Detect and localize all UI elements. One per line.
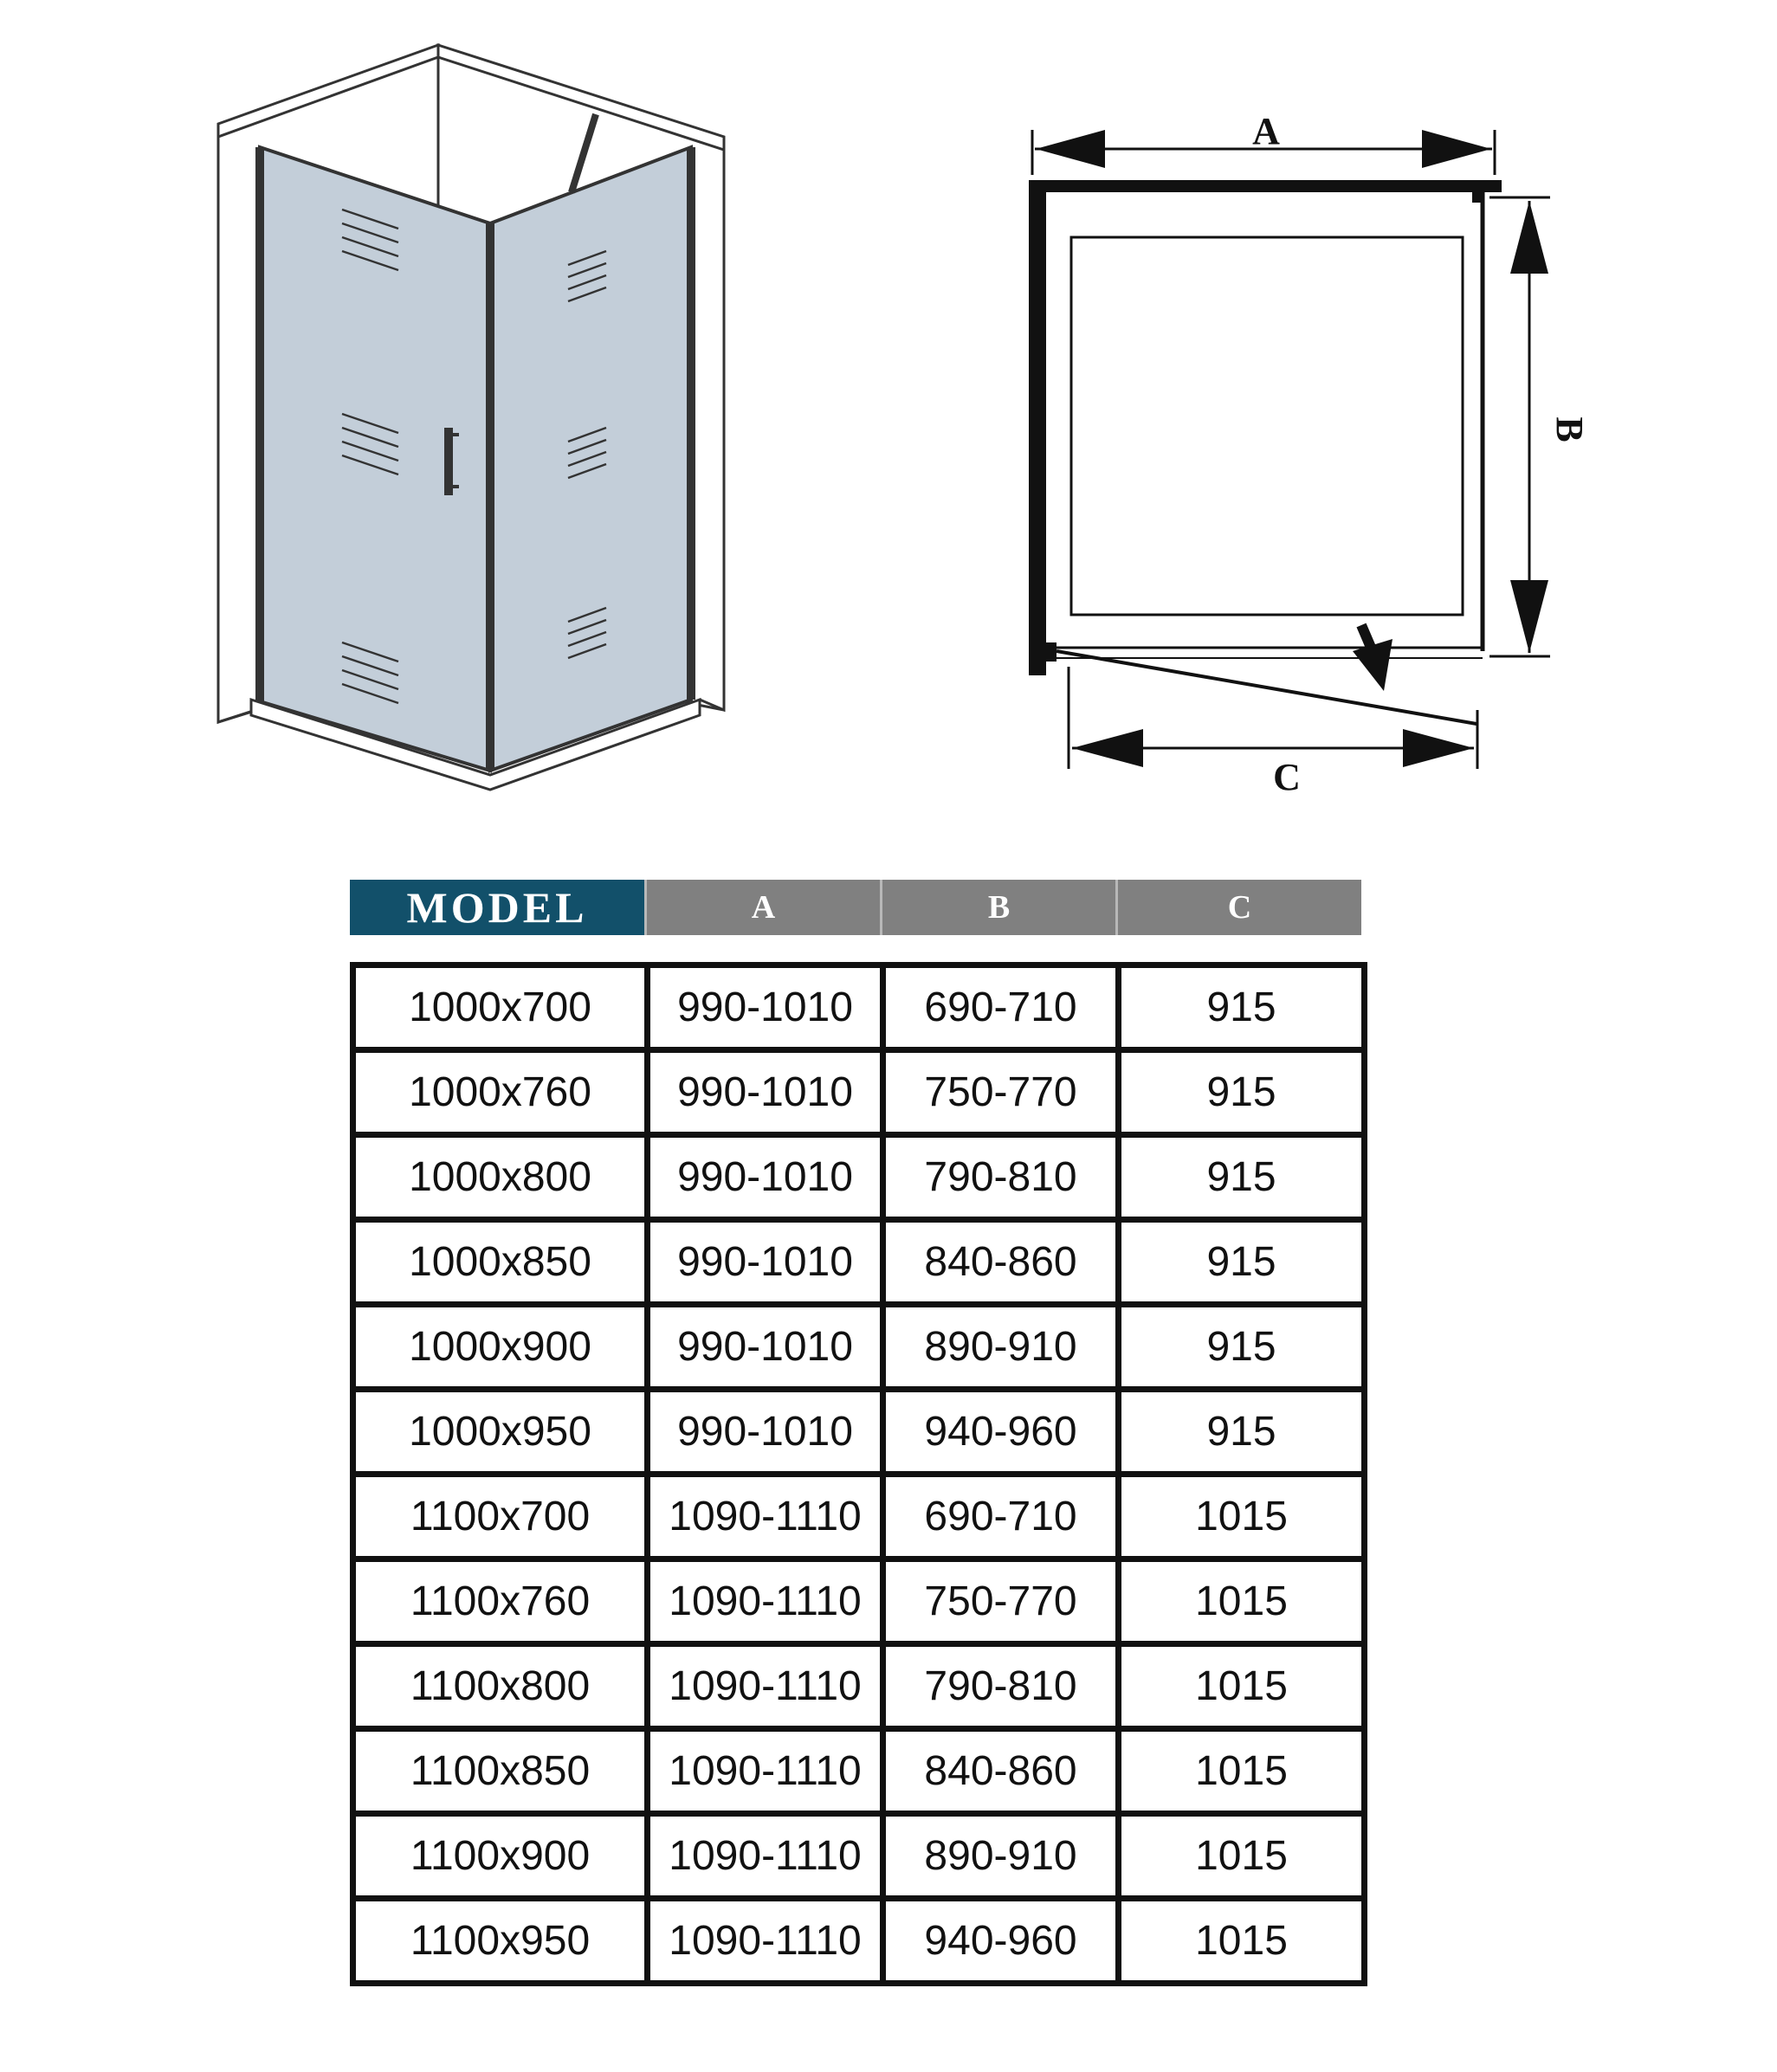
a-cell: 1090-1110 bbox=[648, 1729, 883, 1814]
c-cell: 1015 bbox=[1119, 1814, 1365, 1899]
a-cell: 1090-1110 bbox=[648, 1644, 883, 1729]
table-row bbox=[353, 1814, 1365, 1899]
c-cell: 1015 bbox=[1119, 1559, 1365, 1644]
model-cell: 1000x950 bbox=[353, 1390, 648, 1475]
model-cell: 1100x900 bbox=[353, 1814, 648, 1899]
a-cell: 990-1010 bbox=[648, 1220, 883, 1305]
dimension-c bbox=[1069, 667, 1477, 769]
top-view-dimension-diagram bbox=[1029, 110, 1591, 798]
dimension-label-a: A bbox=[1252, 110, 1280, 152]
c-cell: 1015 bbox=[1119, 1475, 1365, 1559]
table-row bbox=[353, 1050, 1365, 1135]
a-cell: 1090-1110 bbox=[648, 1814, 883, 1899]
b-cell: 790-810 bbox=[883, 1644, 1119, 1729]
model-cell: 1000x900 bbox=[353, 1305, 648, 1390]
c-cell: 1015 bbox=[1119, 1644, 1365, 1729]
model-dimensions-table bbox=[350, 962, 1367, 1986]
b-cell: 750-770 bbox=[883, 1559, 1119, 1644]
header-b: B bbox=[880, 880, 1115, 935]
dimension-label-b: B bbox=[1548, 416, 1591, 442]
glass-panel-left bbox=[260, 147, 490, 771]
model-cell: 1000x700 bbox=[353, 965, 648, 1050]
product-illustration bbox=[0, 0, 1777, 866]
model-cell: 1100x800 bbox=[353, 1644, 648, 1729]
b-cell: 890-910 bbox=[883, 1305, 1119, 1390]
b-cell: 690-710 bbox=[883, 965, 1119, 1050]
left-wall-plan bbox=[1029, 180, 1046, 675]
c-cell: 1015 bbox=[1119, 1729, 1365, 1814]
table-row bbox=[353, 1475, 1365, 1559]
b-cell: 840-860 bbox=[883, 1220, 1119, 1305]
c-cell: 915 bbox=[1119, 1220, 1365, 1305]
a-cell: 1090-1110 bbox=[648, 1559, 883, 1644]
b-cell: 790-810 bbox=[883, 1135, 1119, 1220]
table-row bbox=[353, 1305, 1365, 1390]
table-row bbox=[353, 1729, 1365, 1814]
c-cell: 915 bbox=[1119, 1135, 1365, 1220]
a-cell: 1090-1110 bbox=[648, 1899, 883, 1984]
door-swing-arrow bbox=[1353, 625, 1393, 691]
a-cell: 1090-1110 bbox=[648, 1475, 883, 1559]
model-cell: 1100x850 bbox=[353, 1729, 648, 1814]
model-cell: 1100x700 bbox=[353, 1475, 648, 1559]
back-wall bbox=[1029, 180, 1502, 192]
table-row bbox=[353, 1559, 1365, 1644]
table-row bbox=[353, 1899, 1365, 1984]
a-cell: 990-1010 bbox=[648, 1135, 883, 1220]
c-cell: 915 bbox=[1119, 965, 1365, 1050]
glass-panel-right bbox=[490, 147, 691, 771]
a-cell: 990-1010 bbox=[648, 965, 883, 1050]
a-cell: 990-1010 bbox=[648, 1305, 883, 1390]
b-cell: 940-960 bbox=[883, 1390, 1119, 1475]
b-cell: 690-710 bbox=[883, 1475, 1119, 1559]
table-header-bar bbox=[350, 880, 1361, 935]
header-model: MODEL bbox=[350, 880, 644, 935]
b-cell: 840-860 bbox=[883, 1729, 1119, 1814]
model-cell: 1100x950 bbox=[353, 1899, 648, 1984]
model-cell: 1000x850 bbox=[353, 1220, 648, 1305]
table-row bbox=[353, 1644, 1365, 1729]
a-cell: 990-1010 bbox=[648, 1050, 883, 1135]
header-c: C bbox=[1115, 880, 1361, 935]
c-cell: 1015 bbox=[1119, 1899, 1365, 1984]
shower-enclosure-3d-drawing bbox=[218, 45, 724, 790]
b-cell: 890-910 bbox=[883, 1814, 1119, 1899]
b-cell: 750-770 bbox=[883, 1050, 1119, 1135]
model-cell: 1100x760 bbox=[353, 1559, 648, 1644]
c-cell: 915 bbox=[1119, 1390, 1365, 1475]
dimension-label-c: C bbox=[1273, 756, 1301, 798]
table-row bbox=[353, 1135, 1365, 1220]
table-row bbox=[353, 1220, 1365, 1305]
c-cell: 915 bbox=[1119, 1050, 1365, 1135]
tray-outline bbox=[1071, 237, 1463, 615]
c-cell: 915 bbox=[1119, 1305, 1365, 1390]
table-row bbox=[353, 1390, 1365, 1475]
table-row bbox=[353, 965, 1365, 1050]
model-cell: 1000x800 bbox=[353, 1135, 648, 1220]
a-cell: 990-1010 bbox=[648, 1390, 883, 1475]
b-cell: 940-960 bbox=[883, 1899, 1119, 1984]
dimension-b bbox=[1489, 197, 1550, 656]
door-swing-line bbox=[1057, 651, 1477, 724]
model-cell: 1000x760 bbox=[353, 1050, 648, 1135]
header-a: A bbox=[644, 880, 880, 935]
